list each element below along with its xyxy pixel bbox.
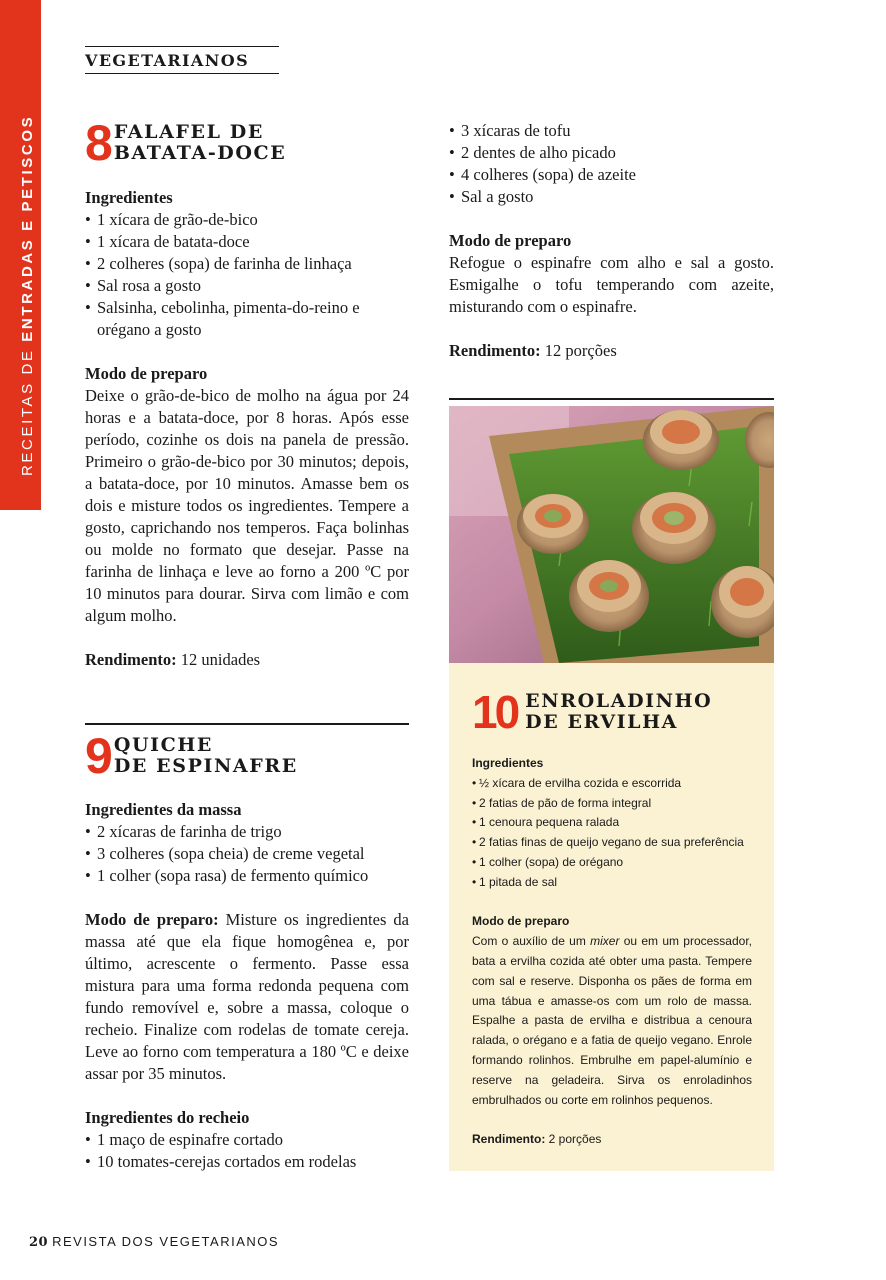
yield-label: Rendimento:	[472, 1132, 546, 1147]
recipe-10-yield	[472, 1130, 752, 1150]
recipe-9-filling-list-part2	[449, 120, 774, 208]
recipe-10-title-line2: DE ERVILHA	[525, 711, 679, 733]
page-footer	[29, 1234, 279, 1250]
recipe-9-body	[85, 799, 409, 1173]
recipe-10-ingredients-list	[472, 774, 752, 893]
recipe-9-filling-heading: Ingredientes do recheio	[85, 1108, 250, 1127]
divider	[449, 398, 774, 400]
recipe-9-body-continued	[449, 120, 774, 362]
yield-value: 2 porções	[545, 1132, 602, 1147]
recipe-9-dough-heading: Ingredientes da massa	[85, 800, 242, 819]
list-item: • ½ xícara de ervilha cozida e escorrida	[472, 774, 752, 794]
list-item: • 1 xícara de grão-de-bico	[85, 209, 409, 231]
recipe-9-title-line1: QUICHE	[113, 734, 213, 756]
list-item: • 3 xícaras de tofu	[449, 120, 774, 142]
list-item: • 2 dentes de alho picado	[449, 142, 774, 164]
list-item: • Sal rosa a gosto	[85, 275, 409, 297]
list-item: • 1 cenoura pequena ralada	[472, 813, 752, 833]
list-item: • 2 xícaras de farinha de trigo	[85, 821, 409, 843]
magazine-name: REVISTA DOS VEGETARIANOS	[52, 1234, 280, 1249]
recipe-10-title-line1: ENROLADINHO	[525, 690, 713, 712]
recipe-9-title	[114, 734, 298, 777]
recipe-8-title-line2: BATATA-DOCE	[113, 142, 287, 164]
list-item: • 3 colheres (sopa cheia) de creme vegetal	[85, 843, 409, 865]
yield-label: Rendimento:	[449, 341, 541, 360]
recipe-10-number: 10	[472, 686, 518, 738]
recipe-8-ingredients-heading: Ingredientes	[85, 188, 173, 207]
list-item: • Salsinha, cebolinha, pimenta-do-reino e orégano a gosto	[85, 297, 409, 341]
recipe-9-dough-list	[85, 821, 409, 887]
method-text: Misture os ingredientes da massa até que ela fique homogênea e, por último, acrescente o fermento. Passe essa mistura para uma forma redonda pequena com fundo removível e, sobre a massa, coloque o recheio. Finalize com rodelas de tomate cereja. Leve ao forno com temperatura a 180 ºC e deixe assar por 35 minutos.	[85, 910, 409, 1083]
recipe-9-number: 9	[85, 728, 110, 784]
recipe-8-yield	[85, 649, 409, 671]
recipe-8-ingredients-list	[85, 209, 409, 341]
yield-label: Rendimento:	[85, 650, 177, 669]
recipe-10-body	[472, 754, 752, 1150]
recipe-10-photo	[449, 406, 774, 663]
page-number: 20	[29, 1235, 49, 1250]
list-item: • 1 colher (sopa) de orégano	[472, 853, 752, 873]
list-item: • 2 fatias finas de queijo vegano de sua preferência	[472, 833, 752, 853]
recipe-8-number: 8	[85, 115, 110, 171]
recipe-10-heading	[472, 686, 713, 738]
sidebar-category-label	[20, 115, 35, 476]
recipe-9-heading	[85, 728, 298, 784]
recipe-9-filling-list-part1	[85, 1129, 409, 1173]
recipe-8-method-heading: Modo de preparo	[85, 364, 208, 383]
recipe-9-title-line2: DE ESPINAFRE	[113, 755, 298, 777]
method-part2: ou em um processador, bata a ervilha cozida até obter uma pasta. Tempere com sal e reserve. Disponha os pães de forma em uma tábua e amasse-os com um rolo de massa. Espalhe a pasta de ervilha e distribua a cenoura ralada, o orégano e a fatia de queijo vegano. Enrole formando rolinhos. Embrulhe em papel-alumínio e reserve na geladeira. Sirva os enroladinhos embrulhados ou corte em rolinhos pequenos.	[472, 934, 752, 1107]
section-tag: VEGETARIANOS	[85, 46, 279, 74]
recipe-8-body	[85, 187, 409, 671]
recipe-9-yield	[449, 340, 774, 362]
list-item: • 10 tomates-cerejas cortados em rodelas	[85, 1151, 409, 1173]
recipe-8-method: Deixe o grão-de-bico de molho na água por 24 horas e a batata-doce, por 8 horas. Após esse período, cozinhe os dois na panela de pressão. Primeiro o grão-de-bico por 30 minutos; depois, a batata-doce, por 10 minutos. Amasse bem os dois e misture todos os ingredientes. Tempere a gosto, caprichando nos temperos. Faça bolinhas ou molde no formato que desejar. Passe na farinha de linhaça e leve ao forno a 200 ºC por 10 minutos para dourar. Sirva com limão e com algum molho.	[85, 386, 409, 625]
recipe-10-method	[472, 932, 752, 1110]
sidebar-prefix: RECEITAS DE	[19, 341, 36, 476]
list-item: • 1 colher (sopa rasa) de fermento químico	[85, 865, 409, 887]
recipe-8-title-line1: FALAFEL DE	[113, 121, 264, 143]
list-item: • Sal a gosto	[449, 186, 774, 208]
list-item: • 1 pitada de sal	[472, 873, 752, 893]
list-item: • 1 xícara de batata-doce	[85, 231, 409, 253]
divider	[85, 723, 409, 725]
recipe-9-filling-method: Refogue o espinafre com alho e sal a gosto. Esmigalhe o tofu temperando com azeite, misturando com o espinafre.	[449, 253, 774, 316]
method-italic: mixer	[590, 934, 620, 949]
list-item: • 1 maço de espinafre cortado	[85, 1129, 409, 1151]
recipe-9-method	[85, 909, 409, 1085]
method-part1: Com o auxílio de um	[472, 934, 591, 949]
recipe-8-heading	[85, 115, 287, 171]
method-label: Modo de preparo:	[85, 910, 219, 929]
recipe-8-title	[114, 121, 287, 164]
yield-value: 12 unidades	[176, 650, 261, 669]
recipe-10-method-heading: Modo de preparo	[472, 914, 570, 929]
yield-value: 12 porções	[540, 341, 617, 360]
recipe-10-ingredients-heading: Ingredientes	[472, 756, 544, 770]
recipe-9-filling-method-heading: Modo de preparo	[449, 231, 572, 250]
list-item: • 2 colheres (sopa) de farinha de linhaça	[85, 253, 409, 275]
list-item: • 2 fatias de pão de forma integral	[472, 794, 752, 814]
sidebar-category: ENTRADAS E PETISCOS	[19, 114, 36, 342]
recipe-10-title	[525, 690, 712, 733]
list-item: • 4 colheres (sopa) de azeite	[449, 164, 774, 186]
